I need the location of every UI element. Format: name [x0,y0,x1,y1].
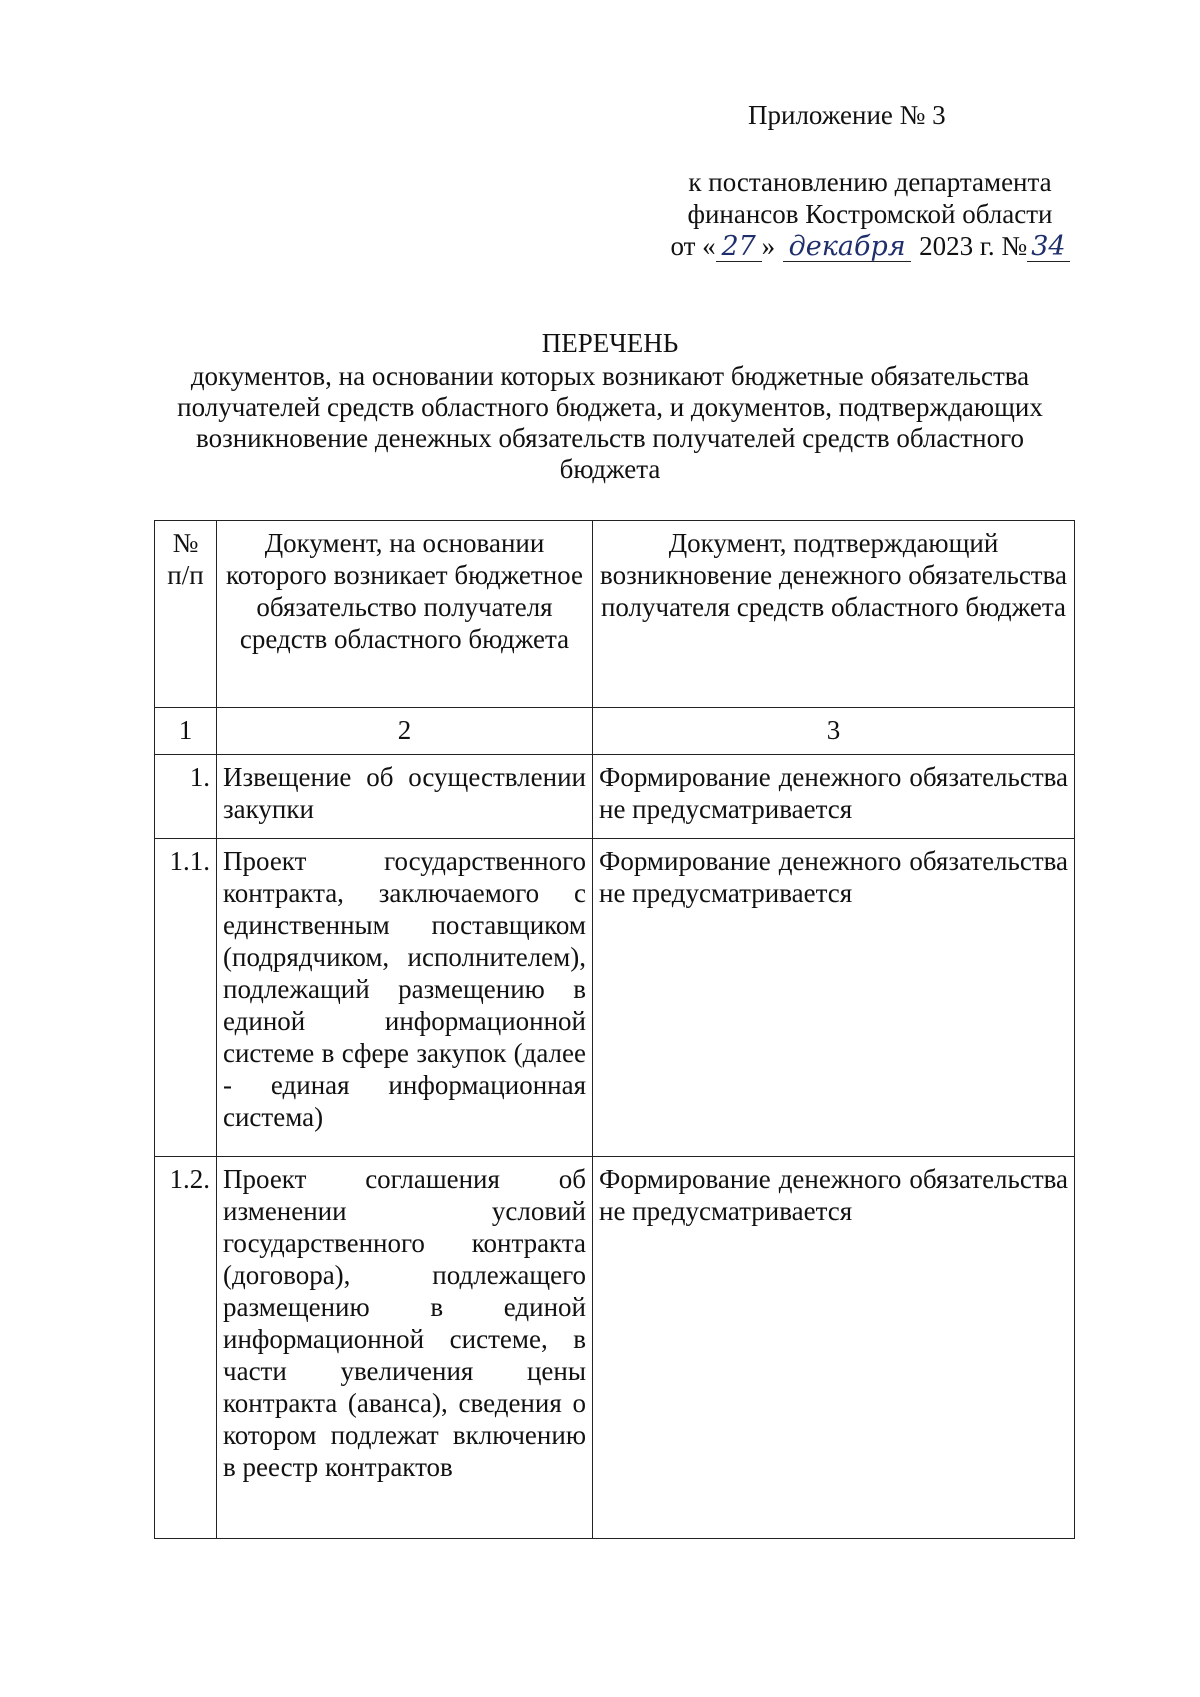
resolution-line-2: финансов Костромской области [687,199,1053,229]
heading-subtitle: документов, на основании которых возникают бюджетные обязательства получателей средств областного бюджета, и документов, подтверждающих возникновение денежных обязательств получателей средств областного бюджета [177,361,1043,484]
column-number-1: 1 [155,708,217,755]
row-confirm-document: Формирование денежного обязательства не предусматривается [593,839,1075,1157]
handwritten-day: 27 [716,233,762,262]
documents-table [154,520,1075,1539]
document-heading [150,328,1070,485]
resolution-reference [640,166,1100,262]
table-header-row [155,521,1075,708]
handwritten-number: 34 [1027,233,1069,262]
column-number-2: 2 [217,708,593,755]
date-year: 2023 г. № [919,231,1028,261]
row-number: 1. [155,755,217,839]
row-number: 1.2. [155,1157,217,1539]
column-number-3: 3 [593,708,1075,755]
row-basis-document: Проект соглашения об изменении условий государственного контракта (договора), подлежащего размещению в единой информационной системе, в части увеличения цены контракта (аванса), сведения о котором подлежат включению в реестр контрактов [217,1157,593,1539]
handwritten-month: декабря [783,233,911,262]
table-row [155,755,1075,839]
resolution-line-1: к постановлению департамента [688,167,1052,197]
date-prefix: от « [670,231,716,261]
row-confirm-document: Формирование денежного обязательства не предусматривается [593,1157,1075,1539]
row-basis-document: Проект государственного контракта, заключаемого с единственным поставщиком (подрядчиком, исполнителем), подлежащий размещению в единой информационной системе в сфере закупок (далее - единая информационная система) [217,839,593,1157]
row-basis-document: Извещение об осуществлении закупки [217,755,593,839]
date-quote-close: » [761,231,776,261]
header-confirm-document: Документ, подтверждающий возникновение денежного обязательства получателя средств областного бюджета [593,521,1075,708]
table-row [155,1157,1075,1539]
heading-title: ПЕРЕЧЕНЬ [541,328,679,358]
row-number: 1.1. [155,839,217,1157]
table-row [155,839,1075,1157]
column-number-row [155,708,1075,755]
row-confirm-document: Формирование денежного обязательства не предусматривается [593,755,1075,839]
header-number: № п/п [155,521,217,708]
header-basis-document: Документ, на основании которого возникает бюджетное обязательство получателя средств областного бюджета [217,521,593,708]
resolution-date-line [640,230,1100,262]
appendix-title: Приложение № 3 [748,100,946,130]
